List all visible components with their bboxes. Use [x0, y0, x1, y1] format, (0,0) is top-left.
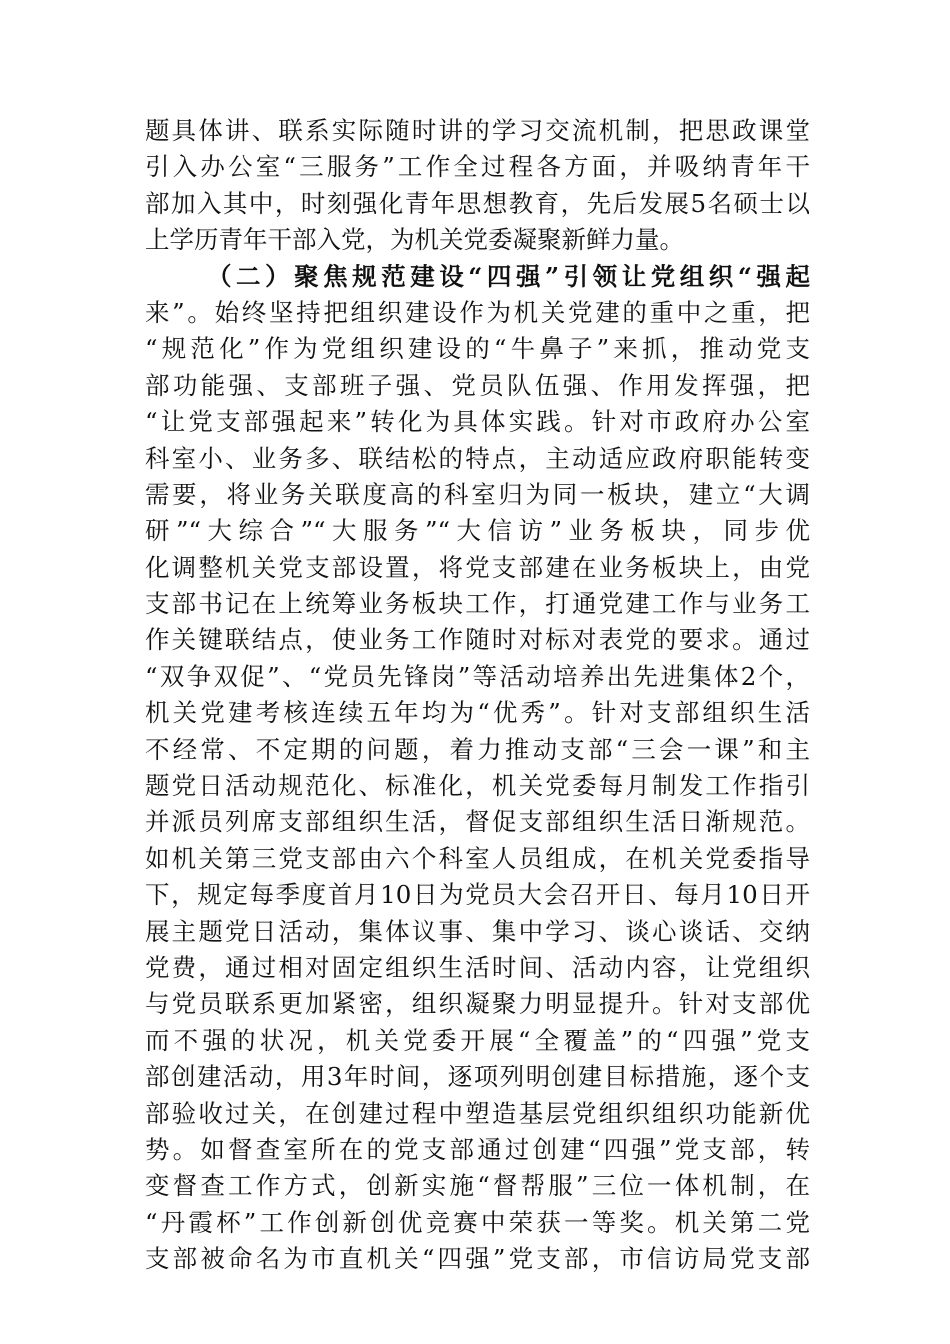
paragraph-line: 需要，将业务关联度高的科室归为同一板块，建立“大调 — [145, 479, 810, 509]
paragraph-line: 研”“大综合”“大服务”“大信访”业务板块，同步优 — [145, 516, 810, 546]
paragraph-line: 化调整机关党支部设置，将党支部建在业务板块上，由党 — [145, 552, 810, 582]
paragraph-line: “规范化”作为党组织建设的“牛鼻子”来抓，推动党支 — [145, 334, 810, 364]
paragraph-line: 并派员列席支部组织生活，督促支部组织生活日渐规范。 — [145, 807, 810, 837]
paragraph-line: 不经常、不定期的问题，着力推动支部“三会一课”和主 — [145, 734, 810, 764]
paragraph-line: 部验收过关，在创建过程中塑造基层党组织组织功能新优 — [145, 1098, 810, 1128]
paragraph-line: “让党支部强起来”转化为具体实践。针对市政府办公室 — [145, 407, 810, 437]
paragraph-line: 下，规定每季度首月10日为党员大会召开日、每月10日开 — [145, 880, 810, 910]
paragraph-line: 作关键联结点，使业务工作随时对标对表党的要求。通过 — [145, 625, 810, 655]
paragraph-line: 而不强的状况，机关党委开展“全覆盖”的“四强”党支 — [145, 1025, 810, 1055]
paragraph-line: 题具体讲、联系实际随时讲的学习交流机制，把思政课堂 — [145, 116, 810, 145]
paragraph-line: “双争双促”、“党员先锋岗”等活动培养出先进集体2个， — [145, 661, 810, 691]
paragraph-line: 题党日活动规范化、标准化，机关党委每月制发工作指引 — [145, 771, 810, 801]
paragraph-line: 引入办公室“三服务”工作全过程各方面，并吸纳青年干 — [145, 152, 810, 182]
document-body — [145, 113, 810, 1278]
paragraph-line: 机关党建考核连续五年均为“优秀”。针对支部组织生活 — [145, 698, 810, 728]
paragraph-line: 部功能强、支部班子强、党员队伍强、作用发挥强，把 — [145, 370, 810, 400]
paragraph-line: 支部书记在上统筹业务板块工作，打通党建工作与业务工 — [145, 589, 810, 619]
paragraph-line: 部创建活动，用3年时间，逐项列明创建目标措施，逐个支 — [145, 1062, 810, 1092]
paragraph-line: 势。如督查室所在的党支部通过创建“四强”党支部，转 — [145, 1134, 810, 1164]
paragraph-line: 与党员联系更加紧密，组织凝聚力明显提升。针对支部优 — [145, 989, 810, 1019]
paragraph-line: 如机关第三党支部由六个科室人员组成，在机关党委指导 — [145, 843, 810, 873]
paragraph-line: 展主题党日活动，集体议事、集中学习、谈心谈话、交纳 — [145, 916, 810, 946]
section-heading-line: （二）聚焦规范建设“四强”引领让党组织“强起 — [207, 261, 810, 291]
paragraph-line: 来”。始终坚持把组织建设作为机关党建的重中之重，把 — [145, 297, 810, 327]
paragraph-line: “丹霞杯”工作创新创优竞赛中荣获一等奖。机关第二党 — [145, 1207, 810, 1237]
paragraph-line: 科室小、业务多、联结松的特点，主动适应政府职能转变 — [145, 443, 810, 473]
paragraph-line: 党费，通过相对固定组织生活时间、活动内容，让党组织 — [145, 952, 810, 982]
paragraph-line: 部加入其中，时刻强化青年思想教育，先后发展5名硕士以 — [145, 188, 810, 218]
paragraph-line: 支部被命名为市直机关“四强”党支部，市信访局党支部 — [145, 1244, 810, 1274]
paragraph-line: 上学历青年干部入党，为机关党委凝聚新鲜力量。 — [145, 225, 684, 255]
paragraph-line: 变督查工作方式，创新实施“督帮服”三位一体机制，在 — [145, 1171, 810, 1201]
